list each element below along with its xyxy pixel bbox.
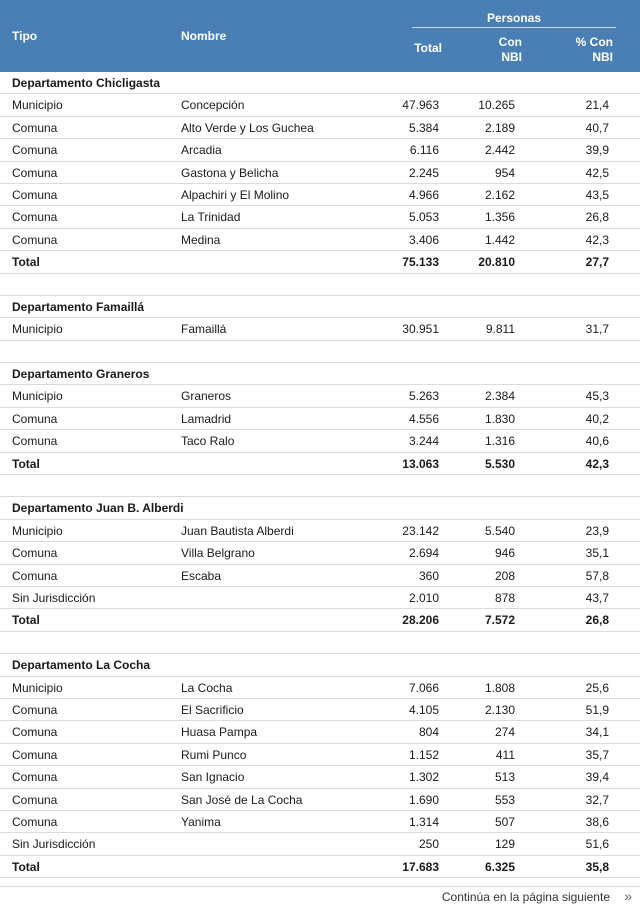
table-row	[0, 833, 640, 855]
cell-tipo: Municipio	[12, 98, 63, 113]
cell-pct-con-nbi: 25,6	[585, 680, 609, 695]
cell-total: 2.010	[408, 590, 439, 605]
cell-con-nbi: 553	[494, 792, 515, 807]
cell-con-nbi: 878	[494, 590, 515, 605]
cell-pct-con-nbi: 43,5	[585, 187, 609, 202]
cell-nombre: Rumi Punco	[181, 747, 247, 762]
cell-total: 13.063	[402, 456, 439, 471]
header-con-nbi	[460, 35, 522, 65]
cell-total: 2.245	[408, 165, 439, 180]
department-name: Departamento Chicligasta	[12, 76, 161, 90]
cell-nombre: Escaba	[181, 568, 222, 583]
department-heading-row	[0, 72, 640, 94]
cell-con-nbi: 411	[495, 747, 515, 762]
spacer-row	[0, 475, 640, 497]
cell-tipo: Comuna	[12, 702, 58, 717]
spacer-row	[0, 632, 640, 654]
cell-tipo: Comuna	[12, 143, 58, 158]
cell-pct-con-nbi: 21,4	[585, 98, 609, 113]
cell-pct-con-nbi: 35,8	[585, 859, 609, 874]
table-row	[0, 677, 640, 699]
spacer-row	[0, 341, 640, 363]
cell-nombre: Alto Verde y Los Guchea	[181, 120, 314, 135]
cell-pct-con-nbi: 45,3	[585, 389, 609, 404]
cell-con-nbi: 9.811	[485, 322, 515, 337]
cell-nombre: Taco Ralo	[181, 434, 235, 449]
cell-pct-con-nbi: 34,1	[585, 725, 609, 740]
cell-nombre: Graneros	[181, 389, 232, 404]
cell-pct-con-nbi: 42,5	[585, 165, 609, 180]
cell-nombre: Huasa Pampa	[181, 725, 258, 740]
table-row	[0, 721, 640, 743]
total-row	[0, 856, 640, 878]
department-heading-row	[0, 296, 640, 318]
cell-pct-con-nbi: 23,9	[585, 523, 609, 538]
cell-con-nbi: 5.540	[484, 523, 515, 538]
header-pct-line1: % Con	[575, 35, 613, 49]
cell-pct-con-nbi: 32,7	[585, 792, 609, 807]
cell-con-nbi: 10.265	[478, 98, 515, 113]
cell-con-nbi: 129	[494, 837, 515, 852]
table-row	[0, 520, 640, 542]
cell-total: 3.406	[408, 232, 439, 247]
cell-total: 1.690	[408, 792, 439, 807]
cell-total: 47.963	[402, 98, 439, 113]
cell-nombre: Yanima	[181, 814, 221, 829]
cell-con-nbi: 2.442	[484, 143, 515, 158]
cell-pct-con-nbi: 35,1	[585, 546, 609, 561]
cell-tipo: Total	[12, 613, 40, 628]
continue-note: Continúa en la página siguiente	[441, 890, 610, 904]
cell-nombre: Famaillá	[181, 322, 227, 337]
table-row	[0, 542, 640, 564]
table-row	[0, 699, 640, 721]
cell-pct-con-nbi: 42,3	[585, 232, 609, 247]
cell-total: 6.116	[409, 143, 439, 158]
cell-nombre: Arcadia	[181, 143, 222, 158]
cell-tipo: Comuna	[12, 434, 58, 449]
cell-tipo: Comuna	[12, 568, 58, 583]
cell-total: 1.314	[408, 814, 439, 829]
cell-tipo: Sin Jurisdicción	[12, 837, 96, 852]
department-name: Departamento La Cocha	[12, 658, 151, 673]
cell-total: 17.683	[402, 859, 439, 874]
cell-tipo: Total	[12, 255, 40, 270]
table-row	[0, 744, 640, 766]
department-name: Departamento Juan B. Alberdi	[12, 501, 184, 516]
cell-tipo: Municipio	[12, 322, 63, 337]
department-heading-row	[0, 497, 640, 519]
table-row	[0, 385, 640, 407]
table-row	[0, 206, 640, 228]
header-divider	[412, 27, 616, 28]
cell-pct-con-nbi: 26,8	[585, 613, 609, 628]
page-footer	[0, 886, 640, 908]
cell-total: 4.105	[408, 702, 439, 717]
cell-nombre: Villa Belgrano	[181, 546, 255, 561]
header-nombre: Nombre	[181, 29, 227, 43]
cell-con-nbi: 1.830	[484, 411, 515, 426]
cell-nombre: El Sacrificio	[181, 702, 244, 717]
department-name: Departamento Famaillá	[12, 299, 145, 314]
cell-con-nbi: 2.384	[484, 389, 515, 404]
table-row	[0, 811, 640, 833]
cell-total: 804	[418, 725, 439, 740]
cell-total: 23.142	[402, 523, 439, 538]
cell-nombre: La Cocha	[181, 680, 233, 695]
table-row	[0, 789, 640, 811]
cell-con-nbi: 1.356	[484, 210, 515, 225]
cell-pct-con-nbi: 51,9	[585, 702, 609, 717]
cell-pct-con-nbi: 40,2	[585, 411, 609, 426]
cell-total: 360	[418, 568, 439, 583]
cell-tipo: Comuna	[12, 747, 58, 762]
cell-con-nbi: 208	[494, 568, 515, 583]
table-row	[0, 565, 640, 587]
cell-tipo: Comuna	[12, 187, 58, 202]
cell-tipo: Total	[12, 859, 40, 874]
department-name: Departamento Graneros	[12, 367, 150, 382]
cell-con-nbi: 2.162	[484, 187, 515, 202]
total-row	[0, 251, 640, 273]
cell-nombre: Alpachiri y El Molino	[181, 187, 290, 202]
cell-tipo: Comuna	[12, 165, 58, 180]
cell-total: 7.066	[408, 680, 439, 695]
table-row	[0, 162, 640, 184]
cell-con-nbi: 7.572	[484, 613, 515, 628]
cell-nombre: Concepción	[181, 98, 245, 113]
cell-pct-con-nbi: 38,6	[585, 814, 609, 829]
cell-con-nbi: 274	[494, 725, 515, 740]
header-pct-con-nbi	[540, 35, 613, 65]
cell-pct-con-nbi: 39,9	[585, 143, 609, 158]
total-row	[0, 609, 640, 631]
header-total: Total	[414, 41, 442, 55]
cell-total: 5.053	[408, 210, 439, 225]
cell-con-nbi: 1.442	[484, 232, 515, 247]
cell-tipo: Comuna	[12, 546, 58, 561]
cell-tipo: Sin Jurisdicción	[12, 590, 96, 605]
total-row	[0, 453, 640, 475]
spacer-row	[0, 274, 640, 296]
cell-total: 4.966	[408, 187, 439, 202]
header-pct-line2: NBI	[592, 50, 613, 64]
cell-nombre: Medina	[181, 232, 221, 247]
cell-pct-con-nbi: 26,8	[585, 210, 609, 225]
cell-total: 5.263	[408, 389, 439, 404]
department-heading-row	[0, 363, 640, 385]
cell-con-nbi: 513	[494, 770, 515, 785]
cell-tipo: Total	[12, 456, 40, 471]
table-row	[0, 318, 640, 340]
cell-tipo: Comuna	[12, 725, 58, 740]
cell-tipo: Municipio	[12, 523, 63, 538]
table-row	[0, 408, 640, 430]
table-body	[0, 72, 640, 878]
cell-con-nbi: 954	[494, 165, 515, 180]
cell-pct-con-nbi: 40,6	[585, 434, 609, 449]
cell-total: 4.556	[408, 411, 439, 426]
cell-con-nbi: 2.189	[484, 120, 515, 135]
cell-total: 250	[418, 837, 439, 852]
double-chevron-right-icon: »	[624, 888, 632, 904]
cell-nombre: Gastona y Belicha	[181, 165, 279, 180]
cell-pct-con-nbi: 43,7	[585, 590, 609, 605]
table-row	[0, 766, 640, 788]
cell-pct-con-nbi: 31,7	[585, 322, 609, 337]
cell-con-nbi: 507	[494, 814, 515, 829]
cell-nombre: San José de La Cocha	[181, 792, 303, 807]
cell-pct-con-nbi: 35,7	[585, 747, 609, 762]
table-header	[0, 0, 640, 72]
cell-pct-con-nbi: 51,6	[585, 837, 609, 852]
cell-tipo: Municipio	[12, 389, 63, 404]
cell-total: 2.694	[408, 546, 439, 561]
table-row	[0, 587, 640, 609]
cell-tipo: Comuna	[12, 210, 58, 225]
cell-pct-con-nbi: 57,8	[585, 568, 609, 583]
cell-tipo: Comuna	[12, 770, 58, 785]
table-row	[0, 184, 640, 206]
header-con-nbi-line2: NBI	[501, 50, 522, 64]
cell-con-nbi: 2.130	[484, 702, 515, 717]
cell-total: 1.152	[408, 747, 439, 762]
cell-con-nbi: 1.808	[484, 680, 515, 695]
cell-pct-con-nbi: 27,7	[585, 255, 609, 270]
cell-con-nbi: 1.316	[484, 434, 515, 449]
cell-pct-con-nbi: 42,3	[585, 456, 609, 471]
cell-tipo: Comuna	[12, 411, 58, 426]
table-row	[0, 229, 640, 251]
cell-nombre: La Trinidad	[181, 210, 241, 225]
cell-tipo: Comuna	[12, 792, 58, 807]
department-heading-row	[0, 654, 640, 676]
cell-total: 1.302	[408, 770, 439, 785]
cell-tipo: Comuna	[12, 120, 58, 135]
header-con-nbi-line1: Con	[498, 35, 522, 49]
cell-total: 30.951	[402, 322, 439, 337]
cell-total: 3.244	[408, 434, 439, 449]
cell-con-nbi: 5.530	[484, 456, 515, 471]
cell-tipo: Comuna	[12, 814, 58, 829]
cell-nombre: Juan Bautista Alberdi	[181, 523, 294, 538]
cell-total: 28.206	[402, 613, 439, 628]
cell-con-nbi: 946	[494, 546, 515, 561]
cell-total: 75.133	[402, 255, 439, 270]
cell-nombre: Lamadrid	[181, 411, 232, 426]
header-tipo: Tipo	[12, 29, 38, 43]
cell-pct-con-nbi: 39,4	[585, 770, 609, 785]
cell-tipo: Municipio	[12, 680, 63, 695]
table-row	[0, 94, 640, 116]
cell-con-nbi: 20.810	[478, 255, 515, 270]
cell-con-nbi: 6.325	[484, 859, 515, 874]
cell-total: 5.384	[408, 120, 439, 135]
cell-tipo: Comuna	[12, 232, 58, 247]
table-row	[0, 117, 640, 139]
cell-pct-con-nbi: 40,7	[585, 120, 609, 135]
table-row	[0, 139, 640, 161]
cell-nombre: San Ignacio	[181, 770, 245, 785]
header-personas: Personas	[486, 11, 542, 25]
table-row	[0, 430, 640, 452]
